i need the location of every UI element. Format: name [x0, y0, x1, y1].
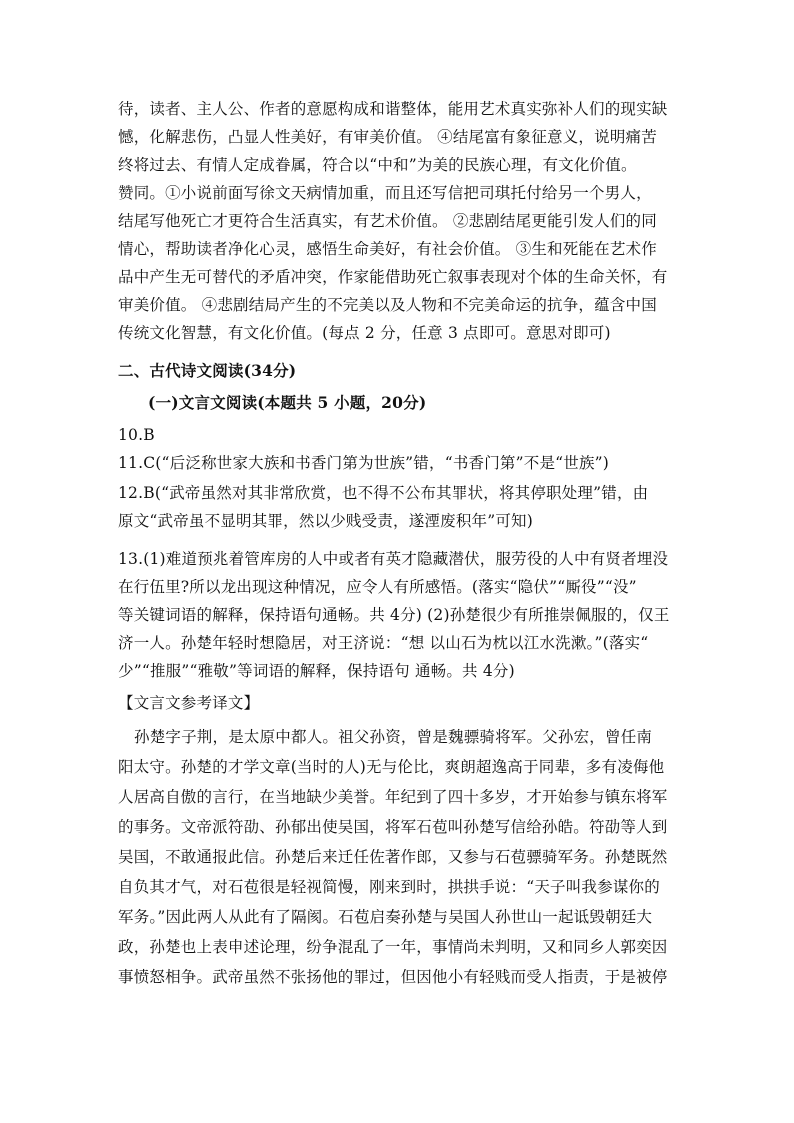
text-line: 传统文化智慧，有文化价值。(每点 2 分，任意 3 点即可。意思对即可): [118, 324, 611, 342]
answer-13-cont: 济一人。孙楚年轻时想隐居，对王济说：“想 以山石为枕以江水洗漱。”(落实“: [118, 634, 649, 652]
text-line: 憾，化解悲伤，凸显人性美好，有审美价值。 ④结尾富有象征意义，说明痛苦: [118, 128, 657, 146]
translation-text: 自负其才气，对石苞很是轻视简慢，刚来到时，拱拱手说：“天子叫我参谋你的: [118, 878, 660, 896]
text-line: 结尾写他死亡才更符合生活真实，有艺术价值。 ②悲剧结尾更能引发人们的同: [118, 212, 657, 230]
translation-text: 事愤怒相争。武帝虽然不张扬他的罪过，但因他小有轻贱而受人指责，于是被停: [118, 968, 668, 986]
translation-heading: 【文言文参考译文】: [118, 694, 260, 712]
answer-13: 13.(1)难道预兆着管库房的人中或者有英才隐藏潜伏，服劳役的人中有贤者埋没: [118, 550, 669, 568]
translation-text: 政，孙楚也上表申述论理，纷争混乱了一年，事情尚未判明，又和同乡人郭奕因: [118, 938, 668, 956]
translation-text: 的事务。文帝派符劭、孙郁出使吴国，将军石苞叫孙楚写信给孙皓。符劭等人到: [118, 818, 668, 836]
text-line: 品中产生无可替代的矛盾冲突，作家能借助死亡叙事表现对个体的生命关怀，有: [118, 268, 668, 286]
text-line: 情心，帮助读者净化心灵，感悟生命美好，有社会价值。 ③生和死能在艺术作: [118, 240, 657, 258]
answer-13-cont: 在行伍里?所以龙出现这种情况，应令人有所感悟。(落实“隐伏”“厮役”“没”: [118, 578, 637, 596]
translation-text: 人居高自傲的言行，在当地缺少美誉。年纪到了四十多岁，才开始参与镇东将军: [118, 788, 668, 806]
answer-13-cont: 等关键词语的解释，保持语句通畅。共 4分) (2)孙楚很少有所推崇佩服的，仅王: [118, 606, 670, 624]
translation-text: 吴国，不敢通报此信。孙楚后来迁任佐著作郎，又参与石苞骠骑军务。孙楚既然: [118, 848, 668, 866]
text-line: 终将过去、有情人定成眷属，符合以“中和”为美的民族心理，有文化价值。: [118, 156, 637, 174]
section-heading: 二、古代诗文阅读(34分): [118, 361, 297, 380]
translation-text: 军务。”因此两人从此有了隔阂。石苞启奏孙楚与吴国人孙世山一起诋毁朝廷大: [118, 908, 653, 926]
text-line: 赞同。①小说前面写徐文天病情加重，而且还写信把司琪托付给另一个男人，: [118, 184, 652, 202]
answer-12-cont: 原文“武帝虽不显明其罪，然以少贱受责，遂湮废积年”可知): [118, 512, 533, 530]
text-line: 审美价值。 ④悲剧结局产生的不完美以及人物和不完美命运的抗争，蕴含中国: [118, 296, 657, 314]
answer-13-cont: 少”“推服”“雅敬”等词语的解释，保持语句 通畅。共 4分): [118, 662, 515, 680]
translation-text: 孙楚字子荆，是太原中都人。祖父孙资，曾是魏骠骑将军。父孙宏，曾任南: [134, 728, 653, 746]
text-line: 待，读者、主人公、作者的意愿构成和谐整体，能用艺术真实弥补人们的现实缺: [118, 100, 668, 118]
answer-10: 10.B: [118, 426, 155, 444]
subsection-heading: (一)文言文阅读(本题共 5 小题，20分): [148, 393, 427, 412]
translation-text: 阳太守。孙楚的才学文章(当时的人)无与伦比，爽朗超逸高于同辈，多有凌侮他: [118, 758, 665, 776]
answer-11: 11.C(“后泛称世家大族和书香门第为世族”错，“书香门第”不是“世族”): [118, 454, 610, 472]
answer-12: 12.B(“武帝虽然对其非常欣赏，也不得不公布其罪状，将其停职处理”错，由: [118, 484, 649, 502]
